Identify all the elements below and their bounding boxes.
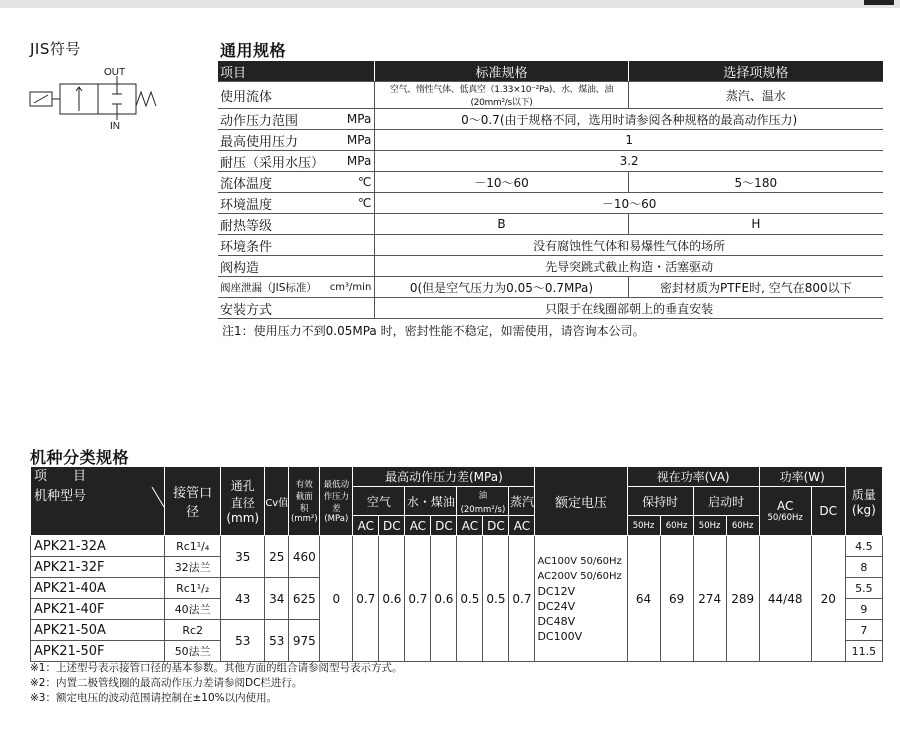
model-spec-table (30, 466, 883, 662)
general-spec-table (218, 61, 883, 319)
header-power-dc: DC (811, 487, 845, 536)
header-hold-50: 50Hz (627, 516, 660, 536)
header-holding: 保持时 (627, 487, 693, 516)
header-port: 接管口径 (165, 467, 221, 536)
spec-row-seat-leakage: 阀座泄漏（JIS标准） cm³/min 0(但是空气压力为0.05～0.7MPa) 密封材质为PTFE时, 空气在800以下 (218, 277, 883, 298)
table-row: APK21-32A Rc1¹/₄ 35 25 460 0 0.7 0.6 0.7 0.6 0.5 0.5 0.7 AC100V 50/60Hz AC200V 50/60Hz DC12V DC24V DC48V DC100V 64 69 274 289 44/48 20 4.5 (31, 536, 883, 557)
header-air-ac: AC (353, 516, 379, 536)
header-oil-ac: AC (457, 516, 483, 536)
note-3: ※3：额定电压的波动范围请控制在±10%以内使用。 (30, 692, 278, 704)
jis-valve-symbol (28, 66, 158, 130)
spec-row-valve-structure: 阀构造 先导突跳式截止构造・活塞驱动 (218, 256, 883, 277)
header-power-ac: AC 50/60Hz (759, 487, 811, 536)
header-apparent-power: 视在功率(VA) (627, 467, 759, 487)
header-start-50: 50Hz (693, 516, 726, 536)
table-row: APK21-50A Rc2 53 53 975 7 (31, 620, 883, 641)
header-min-pressure: 最低动作压力差 (MPa) (320, 467, 353, 536)
general-note: 注1：使用压力不到0.05MPa 时，密封性能不稳定，如需使用，请咨询本公司。 (222, 324, 645, 338)
header-max-pressure: 最高动作压力差(MPa) (353, 467, 535, 487)
note-2: ※2：内置二极管线圈的最高动作压力差请参阅DC栏进行。 (30, 677, 303, 689)
table-row: APK21-50F 50法兰 11.5 (31, 641, 883, 662)
header-oil: 油(20mm²/s) (457, 487, 509, 516)
spec-row-proof-pressure: 耐压（采用水压） MPa 3.2 (218, 151, 883, 172)
jis-title: JIS符号 (30, 40, 81, 58)
header-air-dc: DC (379, 516, 405, 536)
header-mass: 质量 (kg) (845, 467, 882, 536)
spec-row-ambient-temp: 环境温度 ℃ －10～60 (218, 193, 883, 214)
spec-row-max-pressure: 最高使用压力 MPa 1 (218, 130, 883, 151)
header-area: 有效截面积 (mm²) (289, 467, 320, 536)
model-notes (30, 661, 402, 706)
header-item-model: 项 目 机种型号 (31, 467, 165, 536)
spec-row-environment: 环境条件 没有腐蚀性气体和易爆性气体的场所 (218, 235, 883, 256)
header-hold-60: 60Hz (660, 516, 693, 536)
header-water-dc: DC (431, 516, 457, 536)
in-label: IN (110, 121, 120, 130)
header-steam-ac: AC (509, 516, 535, 536)
header-steam: 蒸汽 (509, 487, 535, 516)
general-header-row (218, 61, 883, 82)
header-standard: 标准规格 (375, 61, 628, 82)
header-voltage: 额定电压 (535, 467, 627, 536)
fluid-standard: 空气、惰性气体、低真空（1.33×10⁻²Pa)、水、煤油、油(20mm²/s以下) (375, 82, 628, 109)
header-air: 空气 (353, 487, 405, 516)
header-item: 项目 (218, 61, 375, 82)
out-label: OUT (104, 67, 126, 78)
top-bar-mark (864, 0, 894, 5)
header-starting: 启动时 (693, 487, 759, 516)
header-option: 选择项规格 (628, 61, 883, 82)
header-oil-dc: DC (483, 516, 509, 536)
spec-row-insulation: 耐热等级 B H (218, 214, 883, 235)
general-spec-title: 通用规格 (220, 41, 287, 60)
table-row: APK21-40A Rc1¹/₂ 43 34 625 5.5 (31, 578, 883, 599)
header-cv: Cv值 (265, 467, 289, 536)
header-start-60: 60Hz (726, 516, 759, 536)
header-orifice: 通孔直径 (mm) (221, 467, 265, 536)
spec-row-operating-pressure: 动作压力范围 MPa 0～0.7(由于规格不同，选用时请参阅各种规格的最高动作压力) (218, 109, 883, 130)
table-row: APK21-40F 40法兰 9 (31, 599, 883, 620)
spec-row-mounting: 安装方式 只限于在线圈部朝上的垂直安装 (218, 298, 883, 319)
voltage-list: AC100V 50/60Hz AC200V 50/60Hz DC12V DC24V DC48V DC100V (535, 536, 627, 662)
model-spec-title: 机种分类规格 (30, 448, 130, 467)
header-water: 水・煤油 (405, 487, 457, 516)
header-power: 功率(W) (759, 467, 845, 487)
top-bar (0, 0, 900, 8)
spec-row-fluid: 使用流体 空气、惰性气体、低真空（1.33×10⁻²Pa)、水、煤油、油(20mm²/s以下) 蒸汽、温水 (218, 82, 883, 109)
table-row: APK21-32F 32法兰 8 (31, 557, 883, 578)
header-water-ac: AC (405, 516, 431, 536)
spec-row-fluid-temp: 流体温度 ℃ －10～60 5～180 (218, 172, 883, 193)
fluid-option: 蒸汽、温水 (628, 82, 883, 109)
note-1: ※1：上述型号表示接管口径的基本参数。其他方面的组合请参阅型号表示方式。 (30, 662, 403, 674)
